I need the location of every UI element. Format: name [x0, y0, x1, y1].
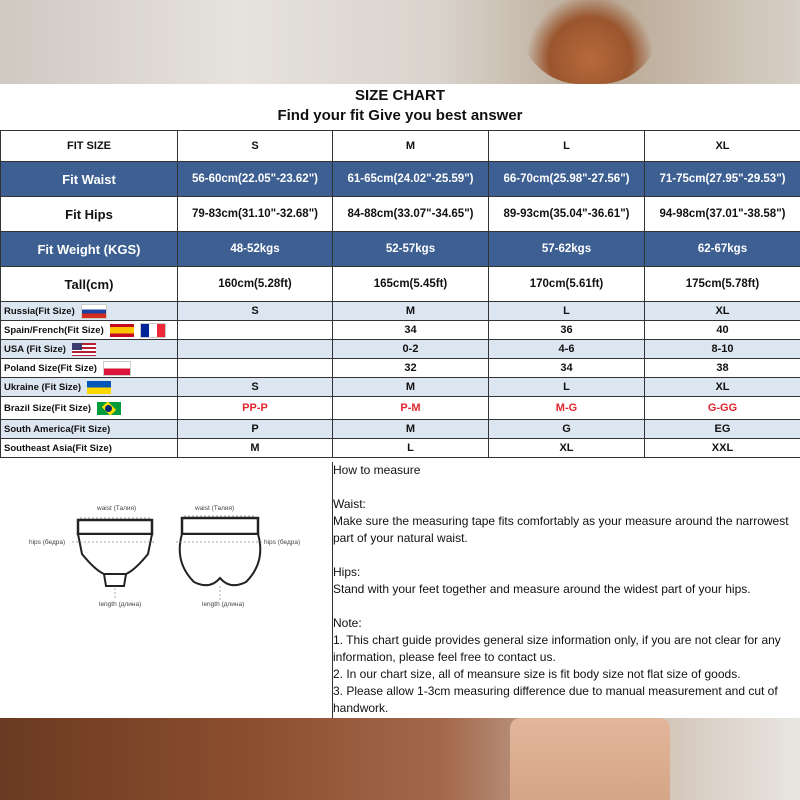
row-label-cell	[1, 302, 178, 321]
note-title: Note:	[333, 616, 362, 630]
poland-flag-icon	[103, 361, 131, 376]
underwear-measure-illustration	[0, 462, 332, 718]
row-label: Tall(cm)	[1, 267, 178, 302]
table-row-waist	[1, 162, 800, 197]
header-size: M	[333, 131, 489, 162]
table-cell: 165cm(5.45ft)	[333, 267, 489, 302]
table-row-ukraine	[1, 378, 800, 397]
header-size: S	[178, 131, 333, 162]
row-label: Ukraine (Fit Size)	[4, 381, 82, 393]
instructions-heading: How to measure	[333, 463, 421, 477]
brief-back-drawing	[180, 518, 261, 585]
row-label: Russia(Fit Size)	[4, 305, 75, 317]
table-cell: XL	[645, 378, 800, 397]
length-label: length (длина)	[202, 601, 245, 608]
table-cell	[178, 340, 333, 359]
table-row-weight	[1, 232, 800, 267]
waist-label: waist (Талия)	[195, 505, 235, 512]
table-cell: 52-57kgs	[333, 232, 489, 267]
table-cell: PP-P	[178, 397, 333, 420]
header-size: XL	[645, 131, 800, 162]
table-cell	[178, 321, 333, 340]
waist-label: waist (Талия)	[97, 505, 137, 512]
row-label-cell	[1, 359, 178, 378]
measure-instructions	[333, 462, 800, 718]
spain-flag-icon	[110, 324, 134, 337]
waist-text: Make sure the measuring tape fits comfortably as your measure around the narrowest part of your natural waist.	[333, 514, 789, 545]
table-row-brazil	[1, 397, 800, 420]
row-label: South America(Fit Size)	[1, 420, 178, 439]
row-label-cell	[1, 397, 178, 420]
row-label: USA (Fit Size)	[4, 343, 66, 355]
table-cell: XXL	[645, 439, 800, 458]
background-photo-top	[0, 0, 800, 84]
table-cell: 170cm(5.61ft)	[489, 267, 645, 302]
row-label-cell	[1, 378, 178, 397]
table-cell: 34	[489, 359, 645, 378]
row-label: Brazil Size(Fit Size)	[4, 402, 92, 414]
table-cell: 94-98cm(37.01"-38.58")	[645, 197, 800, 232]
table-cell: XL	[489, 439, 645, 458]
table-cell: 66-70cm(25.98"-27.56")	[489, 162, 645, 197]
table-cell: M	[178, 439, 333, 458]
table-row-southeast-asia	[1, 439, 800, 458]
table-cell: 48-52kgs	[178, 232, 333, 267]
table-cell: 38	[645, 359, 800, 378]
table-row-spain-french	[1, 321, 800, 340]
table-cell: 0-2	[333, 340, 489, 359]
table-row-south-america	[1, 420, 800, 439]
table-cell: 56-60cm(22.05"-23.62")	[178, 162, 333, 197]
hips-text: Stand with your feet together and measure around the widest part of your hips.	[333, 582, 751, 596]
model-legs	[510, 718, 670, 800]
table-row-hips	[1, 197, 800, 232]
table-cell: 79-83cm(31.10"-32.68")	[178, 197, 333, 232]
table-cell: P-M	[333, 397, 489, 420]
table-cell: 34	[333, 321, 489, 340]
table-cell: 61-65cm(24.02"-25.59")	[333, 162, 489, 197]
hips-label: hips (бедра)	[264, 539, 301, 546]
table-cell: L	[489, 378, 645, 397]
row-label: Fit Weight (KGS)	[1, 232, 178, 267]
table-cell: 4-6	[489, 340, 645, 359]
background-photo-bottom	[0, 718, 800, 800]
ukraine-flag-icon	[87, 381, 111, 394]
table-cell: 8-10	[645, 340, 800, 359]
table-cell: 84-88cm(33.07"-34.65")	[333, 197, 489, 232]
table-cell: M	[333, 302, 489, 321]
length-label: length (длина)	[99, 601, 142, 608]
table-cell: 40	[645, 321, 800, 340]
table-cell: L	[333, 439, 489, 458]
brazil-flag-icon	[97, 402, 121, 415]
note-item: 2. In our chart size, all of meansure size is fit body size not flat size of goods.	[333, 667, 741, 681]
table-cell: 89-93cm(35.04"-36.61")	[489, 197, 645, 232]
usa-flag-icon	[72, 343, 96, 356]
table-cell: 57-62kgs	[489, 232, 645, 267]
hips-title: Hips:	[333, 565, 361, 579]
header-label: FIT SIZE	[1, 131, 178, 162]
table-row-tall	[1, 267, 800, 302]
note-item: 1. This chart guide provides general size information only, if you are not clear for any information, please feel free to contact us.	[333, 633, 781, 664]
row-label: Fit Hips	[1, 197, 178, 232]
row-label: Poland Size(Fit Size)	[4, 362, 97, 374]
table-cell: 32	[333, 359, 489, 378]
brief-front-drawing	[78, 520, 152, 586]
chart-subtitle: Find your fit Give you best answer	[277, 107, 523, 124]
table-cell: G-GG	[645, 397, 800, 420]
table-cell: XL	[645, 302, 800, 321]
table-cell: 62-67kgs	[645, 232, 800, 267]
table-cell: S	[178, 302, 333, 321]
waist-title: Waist:	[333, 497, 366, 511]
row-label-cell	[1, 321, 178, 340]
table-cell: 71-75cm(27.95"-29.53")	[645, 162, 800, 197]
hips-label: hips (бедра)	[29, 539, 66, 546]
russia-flag-icon	[81, 304, 107, 319]
row-label: Southeast Asia(Fit Size)	[1, 439, 178, 458]
table-cell: EG	[645, 420, 800, 439]
table-cell: M	[333, 378, 489, 397]
row-label-cell	[1, 340, 178, 359]
note-item: 3. Please allow 1-3cm measuring difference due to manual measurement and cut of handwork.	[333, 684, 778, 715]
table-cell: 160cm(5.28ft)	[178, 267, 333, 302]
table-cell: 36	[489, 321, 645, 340]
table-cell: 175cm(5.78ft)	[645, 267, 800, 302]
size-table	[0, 130, 800, 458]
row-label: Fit Waist	[1, 162, 178, 197]
table-row-usa	[1, 340, 800, 359]
measurement-diagram	[0, 462, 333, 718]
table-row-poland	[1, 359, 800, 378]
table-cell	[178, 359, 333, 378]
table-row-russia	[1, 302, 800, 321]
table-cell: M-G	[489, 397, 645, 420]
table-cell: S	[178, 378, 333, 397]
table-cell: L	[489, 302, 645, 321]
france-flag-icon	[140, 323, 166, 338]
chart-title: SIZE CHART	[355, 87, 445, 104]
size-chart-card	[0, 84, 800, 718]
table-cell: M	[333, 420, 489, 439]
table-cell: G	[489, 420, 645, 439]
table-header-row	[1, 131, 800, 162]
row-label: Spain/French(Fit Size)	[4, 324, 104, 336]
header-size: L	[489, 131, 645, 162]
table-cell: P	[178, 420, 333, 439]
